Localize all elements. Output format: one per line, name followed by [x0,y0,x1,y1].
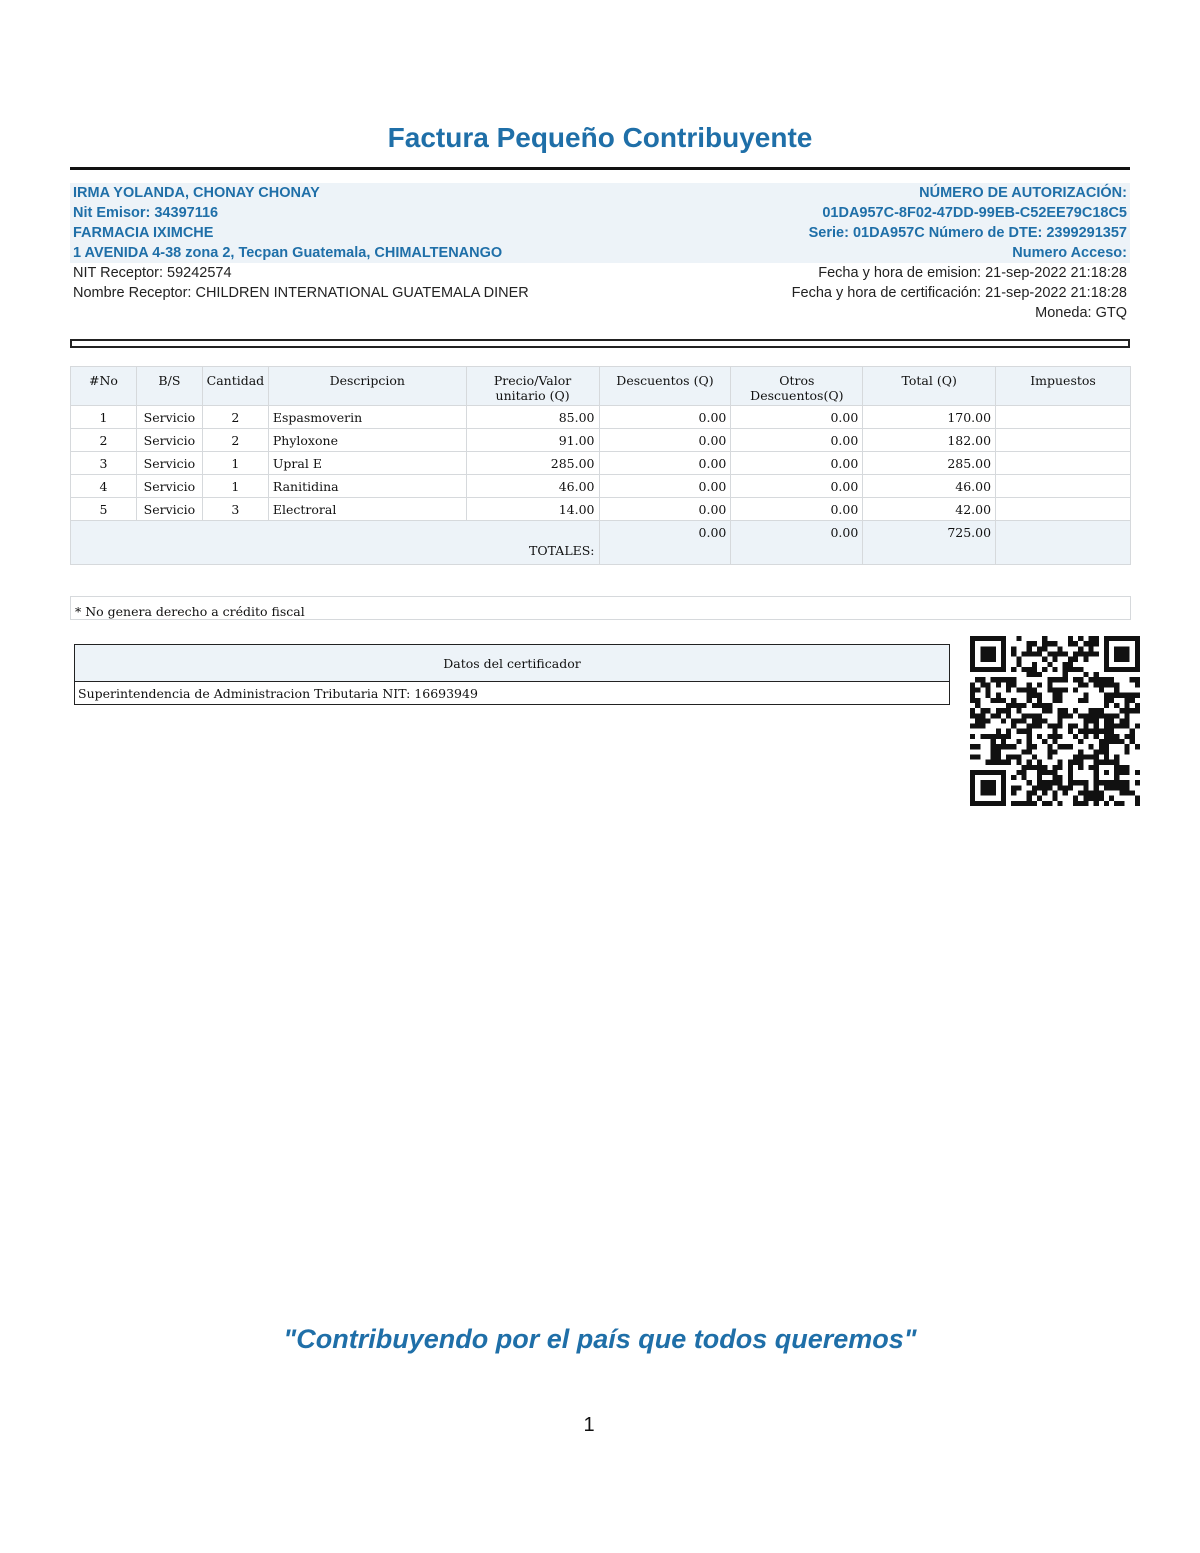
header-row-2 [70,203,1130,223]
cell-descripcion: Espasmoverin [268,406,466,429]
cell-total: 42.00 [863,498,996,521]
invoice-header [70,183,1130,323]
fiscal-note: * No genera derecho a crédito fiscal [70,596,1131,620]
header-row-1 [70,183,1130,203]
col-header-cantidad: Cantidad [202,367,268,406]
cell-total: 182.00 [863,429,996,452]
document-title: Factura Pequeño Contribuyente [387,122,813,153]
authorization-serie: Serie: 01DA957C Número de DTE: 2399291357 [808,225,1127,241]
cell-bs: Servicio [136,452,202,475]
cell-impuestos [996,498,1131,521]
col-header-otros: Otros Descuentos(Q) [731,367,863,406]
col-header-precio: Precio/Valor unitario (Q) [466,367,599,406]
col-header-no: #No [71,367,137,406]
section-separator [70,339,1130,348]
authorization-label: NÚMERO DE AUTORIZACIÓN: [919,185,1127,201]
slogan: "Contribuyendo por el país que todos queremos" [283,1324,917,1354]
cell-bs: Servicio [136,475,202,498]
cell-descripcion: Electroral [268,498,466,521]
header-row-4 [70,243,1130,263]
cell-no: 3 [71,452,137,475]
col-header-bs: B/S [136,367,202,406]
totals-impuestos [996,521,1131,565]
certification-date: Fecha y hora de certificación: 21-sep-2022 21:18:28 [791,285,1127,301]
table-row [71,406,1131,429]
currency: Moneda: GTQ [1035,305,1127,321]
cell-descripcion: Phyloxone [268,429,466,452]
cell-descripcion: Ranitidina [268,475,466,498]
receiver-nit: NIT Receptor: 59242574 [73,265,232,281]
page-number: 1 [583,1414,595,1436]
cell-descuentos: 0.00 [599,475,731,498]
qr-code-icon [970,636,1140,806]
totals-label: TOTALES: [71,521,600,565]
cell-no: 1 [71,406,137,429]
certifier-table [74,644,950,705]
table-header-row [71,367,1131,406]
certifier-heading: Datos del certificador [75,645,950,682]
cell-descuentos: 0.00 [599,452,731,475]
cell-total: 285.00 [863,452,996,475]
cell-cantidad: 3 [202,498,268,521]
title-divider [70,167,1130,170]
items-table [70,366,1131,565]
totals-total: 725.00 [863,521,996,565]
emission-date: Fecha y hora de emision: 21-sep-2022 21:18:28 [818,265,1127,281]
receiver-name: Nombre Receptor: CHILDREN INTERNATIONAL GUATEMALA DINER [73,285,529,301]
cell-no: 5 [71,498,137,521]
cell-precio: 91.00 [466,429,599,452]
cell-otros: 0.00 [731,475,863,498]
cell-cantidad: 1 [202,452,268,475]
issuer-address: 1 AVENIDA 4-38 zona 2, Tecpan Guatemala, CHIMALTENANGO [73,245,503,261]
cell-bs: Servicio [136,429,202,452]
totals-row [71,521,1131,565]
cell-no: 4 [71,475,137,498]
cell-descuentos: 0.00 [599,406,731,429]
authorization-number: 01DA957C-8F02-47DD-99EB-C52EE79C18C5 [822,205,1127,221]
cell-bs: Servicio [136,498,202,521]
cell-descripcion: Upral E [268,452,466,475]
access-number-label: Numero Acceso: [1012,245,1127,261]
cell-impuestos [996,475,1131,498]
header-row-5 [70,263,1130,283]
cell-otros: 0.00 [731,452,863,475]
cell-total: 46.00 [863,475,996,498]
table-row [71,452,1131,475]
cell-precio: 285.00 [466,452,599,475]
table-row [71,498,1131,521]
col-header-impuestos: Impuestos [996,367,1131,406]
cell-precio: 46.00 [466,475,599,498]
totals-otros: 0.00 [731,521,863,565]
cell-impuestos [996,406,1131,429]
col-header-descripcion: Descripcion [268,367,466,406]
cell-cantidad: 2 [202,406,268,429]
cell-cantidad: 2 [202,429,268,452]
cell-descuentos: 0.00 [599,429,731,452]
cell-descuentos: 0.00 [599,498,731,521]
header-row-6 [70,283,1130,303]
cell-no: 2 [71,429,137,452]
cell-otros: 0.00 [731,498,863,521]
cell-cantidad: 1 [202,475,268,498]
cell-otros: 0.00 [731,429,863,452]
col-header-descuentos: Descuentos (Q) [599,367,731,406]
cell-total: 170.00 [863,406,996,429]
col-header-total: Total (Q) [863,367,996,406]
cell-precio: 14.00 [466,498,599,521]
header-row-3 [70,223,1130,243]
cell-impuestos [996,452,1131,475]
certifier-info: Superintendencia de Administracion Tributaria NIT: 16693949 [75,682,950,705]
table-row [71,475,1131,498]
cell-otros: 0.00 [731,406,863,429]
issuer-name: IRMA YOLANDA, CHONAY CHONAY [73,185,320,201]
totals-descuentos: 0.00 [599,521,731,565]
issuer-business: FARMACIA IXIMCHE [73,225,214,241]
table-row [71,429,1131,452]
cell-impuestos [996,429,1131,452]
cell-bs: Servicio [136,406,202,429]
header-row-7 [70,303,1130,323]
cell-precio: 85.00 [466,406,599,429]
issuer-nit: Nit Emisor: 34397116 [73,205,219,221]
